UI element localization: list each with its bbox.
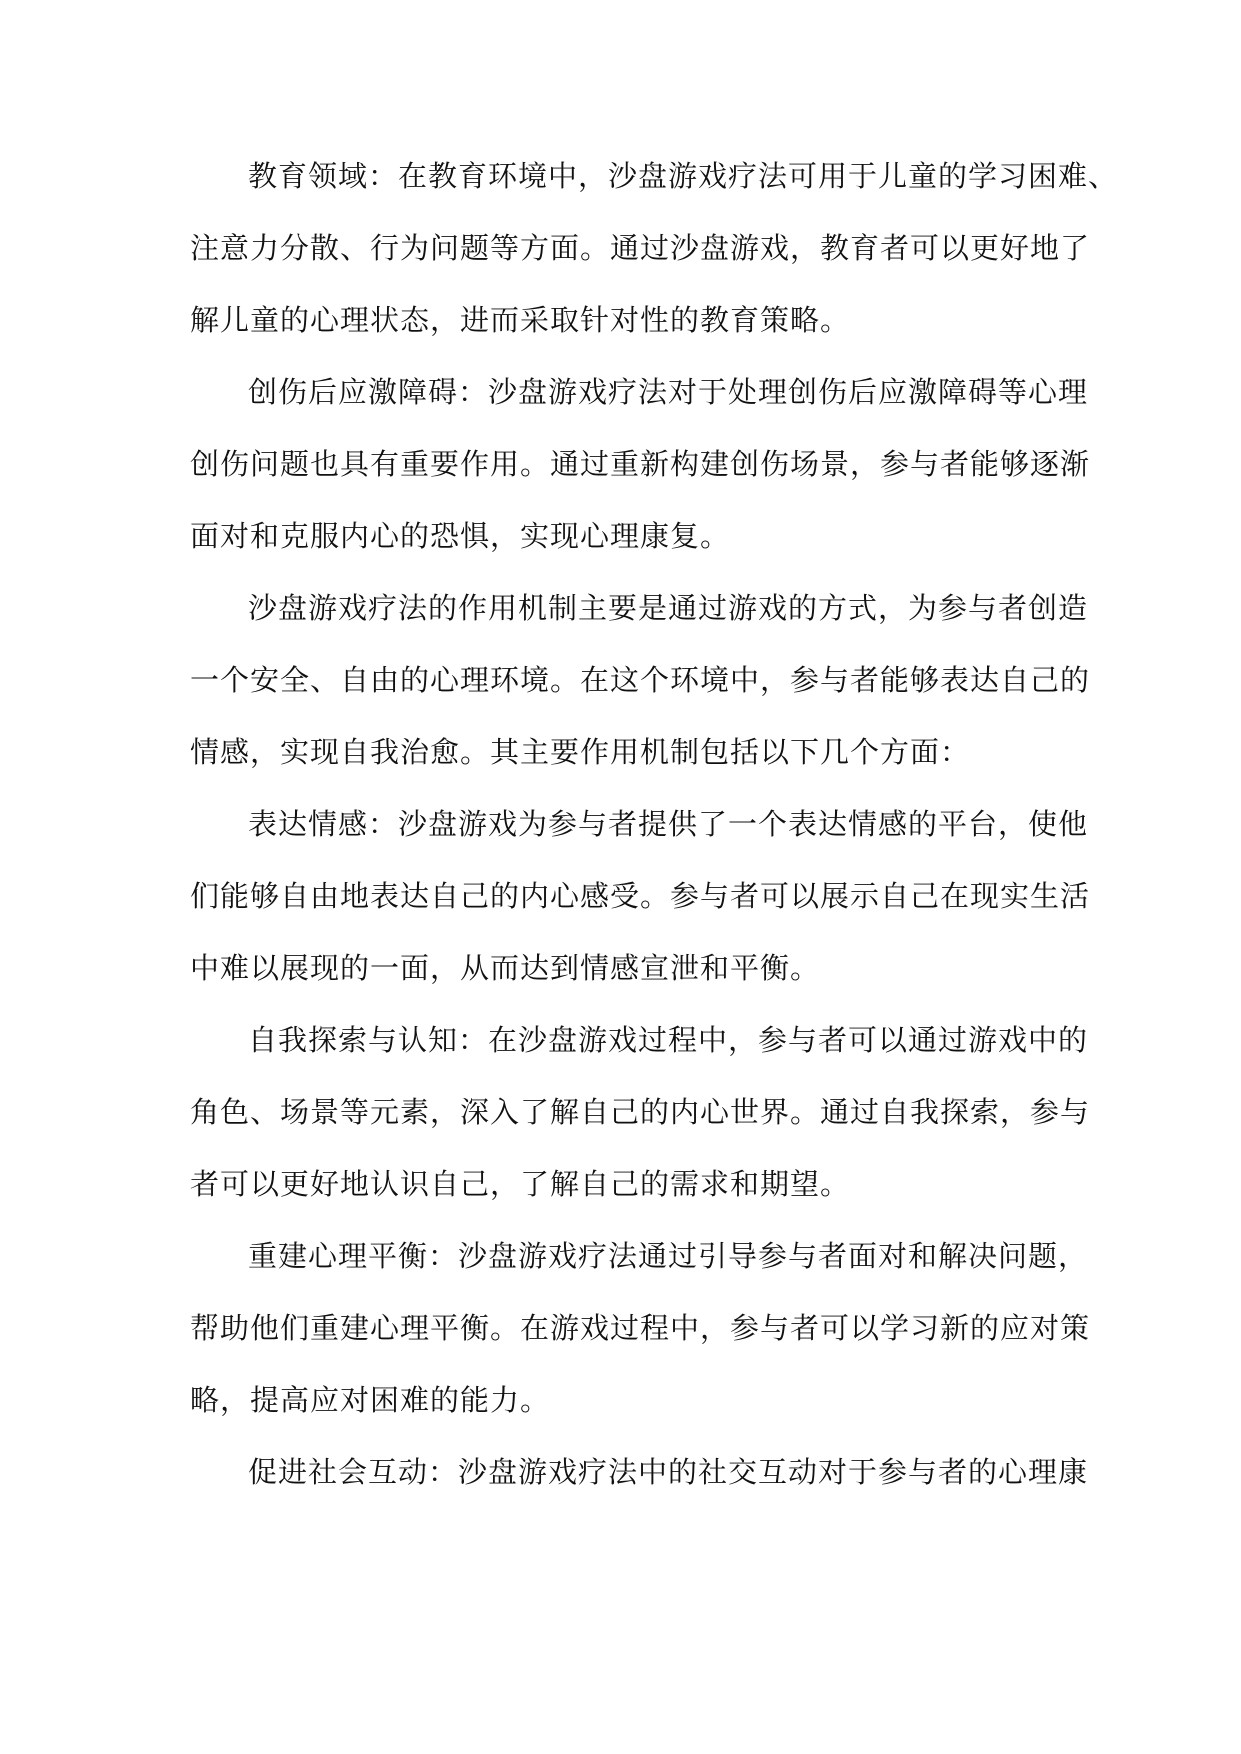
text-line: 中难以展现的一面，从而达到情感宣泄和平衡。 [190, 951, 821, 985]
text-line: 注意力分散、行为问题等方面。通过沙盘游戏，教育者可以更好地了 [190, 231, 1091, 265]
paragraph-self-exploration [190, 1004, 1091, 1220]
text-line: 教育领域：在教育环境中，沙盘游戏疗法可用于儿童的学习困难、 [248, 159, 1119, 193]
text-line: 沙盘游戏疗法的作用机制主要是通过游戏的方式，为参与者创造 [248, 591, 1089, 625]
paragraph-education [190, 140, 1119, 356]
text-line: 略，提高应对困难的能力。 [190, 1383, 551, 1417]
text-line: 者可以更好地认识自己，了解自己的需求和期望。 [190, 1167, 851, 1201]
text-line: 创伤问题也具有重要作用。通过重新构建创伤场景，参与者能够逐渐 [190, 447, 1091, 481]
text-line: 解儿童的心理状态，进而采取针对性的教育策略。 [190, 303, 851, 337]
text-line: 自我探索与认知：在沙盘游戏过程中，参与者可以通过游戏中的 [248, 1023, 1089, 1057]
paragraph-mechanism [190, 572, 1091, 788]
paragraph-rebuilding-balance [190, 1220, 1091, 1436]
text-line: 重建心理平衡：沙盘游戏疗法通过引导参与者面对和解决问题， [248, 1239, 1089, 1273]
text-line: 帮助他们重建心理平衡。在游戏过程中，参与者可以学习新的应对策 [190, 1311, 1091, 1345]
paragraph-ptsd [190, 356, 1091, 572]
text-line: 情感，实现自我治愈。其主要作用机制包括以下几个方面： [190, 735, 971, 769]
text-line: 角色、场景等元素，深入了解自己的内心世界。通过自我探索，参与 [190, 1095, 1091, 1129]
document-body [190, 140, 1119, 1508]
text-line: 表达情感：沙盘游戏为参与者提供了一个表达情感的平台，使他 [248, 807, 1089, 841]
text-line: 创伤后应激障碍：沙盘游戏疗法对于处理创伤后应激障碍等心理 [248, 375, 1089, 409]
text-line: 一个安全、自由的心理环境。在这个环境中，参与者能够表达自己的 [190, 663, 1091, 697]
text-line: 面对和克服内心的恐惧，实现心理康复。 [190, 519, 731, 553]
paragraph-social-interaction [190, 1436, 1089, 1508]
text-line: 促进社会互动：沙盘游戏疗法中的社交互动对于参与者的心理康 [248, 1455, 1089, 1489]
paragraph-expressing-emotion [190, 788, 1091, 1004]
text-line: 们能够自由地表达自己的内心感受。参与者可以展示自己在现实生活 [190, 879, 1091, 913]
